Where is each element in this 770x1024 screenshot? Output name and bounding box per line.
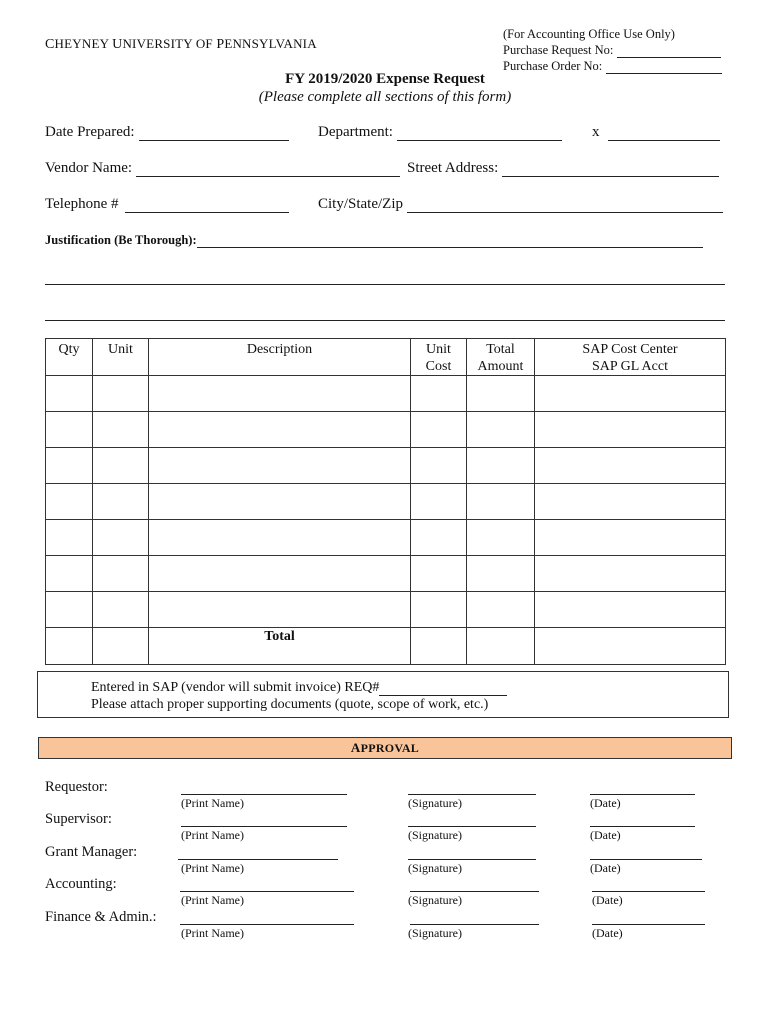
- justification-line[interactable]: [45, 320, 725, 321]
- accounting-date-line[interactable]: [592, 891, 705, 892]
- supervisor-signature-line[interactable]: [408, 826, 536, 827]
- table-row: [46, 412, 726, 448]
- date-prepared-label: Date Prepared:: [45, 124, 135, 140]
- requestor-print-name-line[interactable]: [181, 794, 347, 795]
- sap-cell[interactable]: [535, 448, 726, 484]
- finance-admin-label: Finance & Admin.:: [45, 909, 157, 925]
- purchase-request-row: [503, 42, 722, 58]
- approval-heading-initial: A: [350, 740, 361, 755]
- purchase-order-label: Purchase Order No:: [503, 59, 603, 73]
- accounting-print-name-line[interactable]: [180, 891, 354, 892]
- table-row: [46, 484, 726, 520]
- sap-cell[interactable]: [535, 484, 726, 520]
- accounting-office-block: [503, 26, 722, 74]
- finance-admin-date-line[interactable]: [592, 924, 705, 925]
- sap-cell[interactable]: [535, 556, 726, 592]
- x-group: [592, 124, 720, 141]
- table-row: [46, 556, 726, 592]
- requestor-date-line[interactable]: [590, 794, 695, 795]
- unit-cell[interactable]: [93, 412, 149, 448]
- sap-cell[interactable]: [535, 412, 726, 448]
- street-address-group: [407, 160, 719, 177]
- vendor-name-group: [45, 160, 400, 177]
- sap-gl-acct-header: SAP GL Acct: [592, 359, 668, 374]
- university-initial: C: [45, 37, 55, 52]
- total-amount-header-line2: Amount: [477, 359, 524, 374]
- table-row: [46, 520, 726, 556]
- unit-cost-header-line2: Cost: [425, 359, 452, 374]
- description-cell[interactable]: [149, 448, 411, 484]
- total-amount-cell[interactable]: [467, 484, 535, 520]
- print-name-caption: (Print Name): [181, 796, 244, 810]
- total-amount-header-line1: Total: [486, 342, 515, 357]
- signature-caption: (Signature): [408, 926, 462, 940]
- finance-admin-print-name-line[interactable]: [180, 924, 354, 925]
- sap-cell[interactable]: [535, 592, 726, 628]
- total-row: [46, 628, 726, 665]
- unit-cost-cell[interactable]: [411, 448, 467, 484]
- table-header-row: [46, 339, 726, 376]
- print-name-caption: (Print Name): [181, 893, 244, 907]
- signature-caption: (Signature): [408, 893, 462, 907]
- unit-cell[interactable]: [93, 520, 149, 556]
- unit-cost-cell[interactable]: [411, 412, 467, 448]
- qty-cell[interactable]: [46, 556, 93, 592]
- signature-caption: (Signature): [408, 861, 462, 875]
- sap-cost-center-header: SAP Cost Center: [582, 342, 678, 357]
- date-caption: (Date): [590, 796, 621, 810]
- qty-header: [46, 339, 93, 376]
- qty-cell[interactable]: [46, 520, 93, 556]
- print-name-caption: (Print Name): [181, 926, 244, 940]
- accounting-label: Accounting:: [45, 876, 117, 892]
- unit-cell[interactable]: [93, 556, 149, 592]
- x-label: x: [592, 124, 600, 140]
- supporting-docs-note: Please attach proper supporting documents (quote, scope of work, etc.): [91, 697, 489, 712]
- requestor-label: Requestor:: [45, 779, 108, 795]
- requestor-signature-line[interactable]: [408, 794, 536, 795]
- justification-line[interactable]: [45, 284, 725, 285]
- qty-header-label: Qty: [58, 342, 80, 357]
- signature-caption: (Signature): [408, 828, 462, 842]
- street-address-field[interactable]: [502, 162, 719, 177]
- university-name: [45, 36, 317, 53]
- description-cell[interactable]: [149, 556, 411, 592]
- unit-cell[interactable]: [93, 484, 149, 520]
- print-name-caption: (Print Name): [181, 828, 244, 842]
- justification-label: Justification (Be Thorough):: [45, 233, 197, 247]
- purchase-request-label: Purchase Request No:: [503, 43, 614, 57]
- total-row-blank: [411, 628, 467, 665]
- qty-cell[interactable]: [46, 448, 93, 484]
- sap-req-label: Entered in SAP (vendor will submit invoice) REQ#: [91, 680, 380, 695]
- grant-manager-label: Grant Manager:: [45, 844, 138, 860]
- university-text: NIVERSITY OF: [122, 36, 217, 51]
- justification-group: [45, 233, 703, 248]
- unit-cost-cell[interactable]: [411, 376, 467, 412]
- total-row-blank: [93, 628, 149, 665]
- description-cell[interactable]: [149, 592, 411, 628]
- grant-manager-signature-line[interactable]: [408, 859, 536, 860]
- sap-header: [535, 339, 726, 376]
- city-state-zip-label: City/State/Zip: [318, 196, 403, 212]
- unit-header: [93, 339, 149, 376]
- signature-caption: (Signature): [408, 796, 462, 810]
- university-text: HEYNEY: [54, 36, 113, 51]
- unit-cell[interactable]: [93, 448, 149, 484]
- table-row: [46, 448, 726, 484]
- items-table: [45, 338, 726, 665]
- supervisor-label: Supervisor:: [45, 811, 112, 827]
- grant-manager-print-name-line[interactable]: [178, 859, 338, 860]
- table-row: [46, 376, 726, 412]
- form-title: FY 2019/2020 Expense Request: [285, 71, 485, 87]
- description-cell[interactable]: [149, 484, 411, 520]
- telephone-label: Telephone #: [45, 196, 119, 212]
- description-header-label: Description: [246, 342, 313, 357]
- street-address-label: Street Address:: [407, 160, 499, 176]
- sap-req-row: [91, 679, 507, 696]
- qty-cell[interactable]: [46, 376, 93, 412]
- department-label: Department:: [318, 124, 393, 140]
- grand-total-cell[interactable]: [467, 628, 535, 665]
- sap-cell[interactable]: [535, 520, 726, 556]
- justification-field[interactable]: [197, 235, 703, 248]
- accounting-signature-line[interactable]: [410, 891, 539, 892]
- unit-cell[interactable]: [93, 592, 149, 628]
- approval-heading-text: PPROVAL: [360, 741, 420, 755]
- university-initial: P: [216, 37, 225, 52]
- print-name-caption: (Print Name): [181, 861, 244, 875]
- city-state-zip-group: [318, 196, 723, 213]
- sap-req-field[interactable]: [379, 682, 507, 696]
- unit-cost-cell[interactable]: [411, 520, 467, 556]
- approval-heading: [38, 737, 732, 759]
- purchase-request-field[interactable]: [617, 45, 721, 58]
- total-amount-cell[interactable]: [467, 412, 535, 448]
- grant-manager-date-line[interactable]: [590, 859, 702, 860]
- date-caption: (Date): [592, 926, 623, 940]
- date-prepared-field[interactable]: [139, 126, 289, 141]
- description-header: [149, 339, 411, 376]
- vendor-name-field[interactable]: [136, 162, 400, 177]
- total-row-blank: [46, 628, 93, 665]
- date-caption: (Date): [590, 861, 621, 875]
- total-row-blank: [535, 628, 726, 665]
- qty-cell[interactable]: [46, 592, 93, 628]
- date-prepared-group: [45, 124, 289, 141]
- finance-admin-signature-line[interactable]: [410, 924, 539, 925]
- date-caption: (Date): [590, 828, 621, 842]
- total-amount-cell[interactable]: [467, 448, 535, 484]
- total-amount-cell[interactable]: [467, 376, 535, 412]
- unit-cost-cell[interactable]: [411, 556, 467, 592]
- form-subtitle: (Please complete all sections of this form): [258, 89, 512, 105]
- unit-cost-cell[interactable]: [411, 484, 467, 520]
- date-caption: (Date): [592, 893, 623, 907]
- university-text: ENNSYLVANIA: [224, 36, 317, 51]
- total-amount-header: [467, 339, 535, 376]
- unit-header-label: Unit: [108, 342, 133, 357]
- accounting-note: (For Accounting Office Use Only): [503, 27, 675, 41]
- total-amount-cell[interactable]: [467, 592, 535, 628]
- university-initial: U: [112, 37, 123, 52]
- supervisor-print-name-line[interactable]: [181, 826, 347, 827]
- sap-entry-box: [37, 671, 729, 718]
- unit-cost-header: [411, 339, 467, 376]
- city-state-zip-field[interactable]: [407, 198, 723, 213]
- qty-cell[interactable]: [46, 484, 93, 520]
- total-label-text: Total: [264, 629, 295, 644]
- telephone-group: [45, 196, 289, 213]
- qty-cell[interactable]: [46, 412, 93, 448]
- total-amount-cell[interactable]: [467, 556, 535, 592]
- description-cell[interactable]: [149, 412, 411, 448]
- unit-cost-cell[interactable]: [411, 592, 467, 628]
- sap-cell[interactable]: [535, 376, 726, 412]
- vendor-name-label: Vendor Name:: [45, 160, 133, 176]
- unit-cell[interactable]: [93, 376, 149, 412]
- table-row: [46, 592, 726, 628]
- description-cell[interactable]: [149, 376, 411, 412]
- department-field[interactable]: [397, 126, 562, 141]
- sap-entry-content: [91, 679, 507, 713]
- supervisor-date-line[interactable]: [590, 826, 695, 827]
- description-cell[interactable]: [149, 520, 411, 556]
- telephone-field[interactable]: [125, 198, 289, 213]
- department-group: [318, 124, 562, 141]
- x-field[interactable]: [608, 126, 720, 141]
- total-amount-cell[interactable]: [467, 520, 535, 556]
- unit-cost-header-line1: Unit: [426, 342, 451, 357]
- total-label: [149, 628, 411, 665]
